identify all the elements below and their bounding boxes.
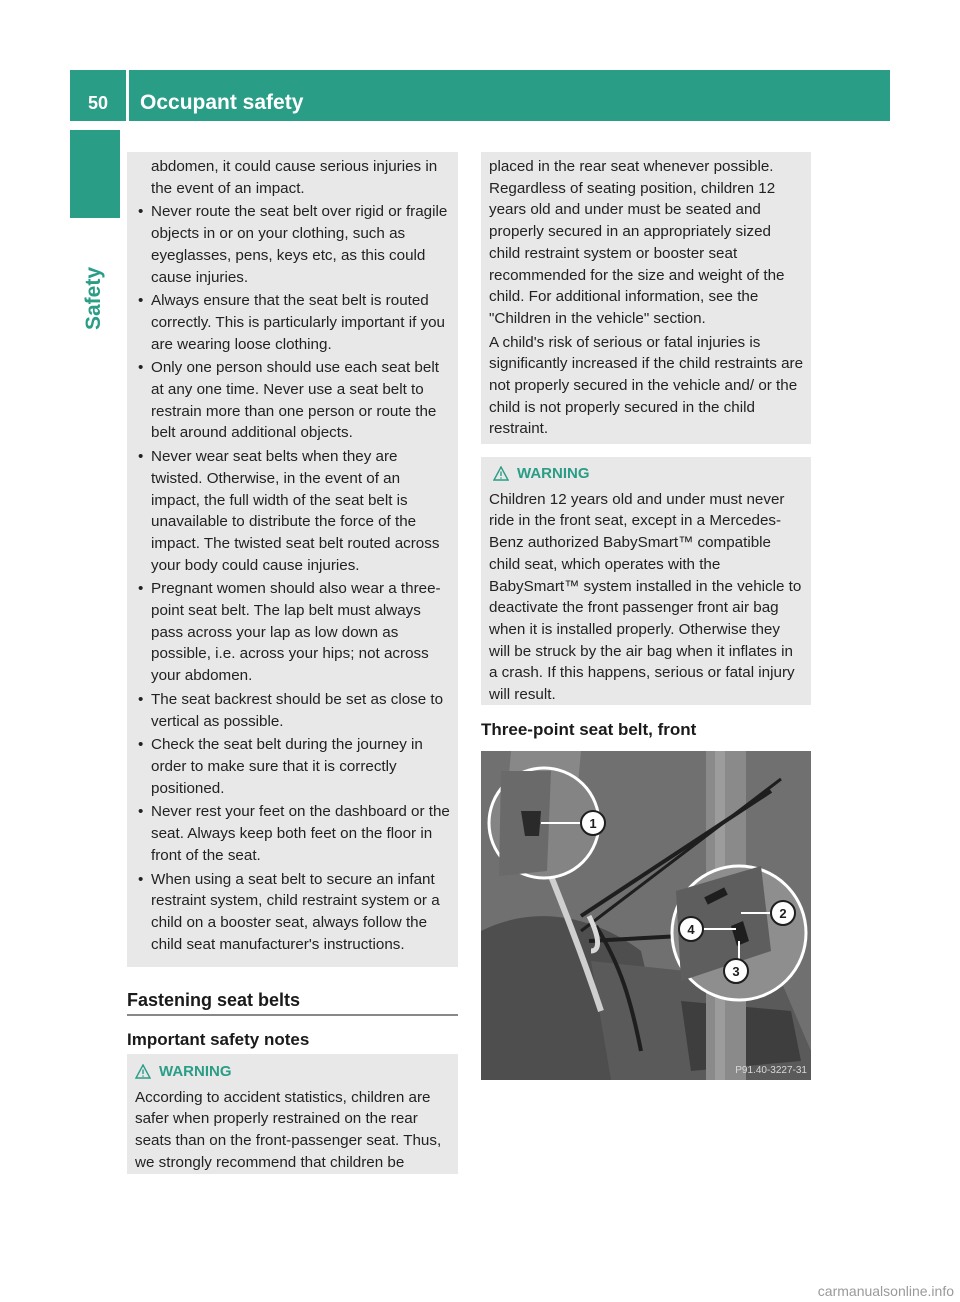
callout-1: 1	[589, 816, 597, 831]
warning-icon	[493, 466, 509, 481]
figure-code: P91.40-3227-31	[735, 1065, 807, 1076]
watermark: carmanualsonline.info	[817, 1283, 954, 1299]
bullet-list	[138, 201, 450, 955]
list-item: • The seat backrest should be set as close to vertical as possible.	[138, 689, 450, 732]
warning-text: According to accident statistics, children are safer when properly restrained on the rear seats than on the front-passenger seat. Thus, we strongly recommend that children be	[135, 1088, 442, 1171]
warning-box-2	[481, 457, 811, 705]
warning-box-1	[127, 1054, 458, 1174]
section-rule	[127, 1014, 458, 1016]
warning-text: Children 12 years old and under must never ride in the front seat, except in a Mercedes-Benz authorized BabySmart™ compatible child seat, which operates with the BabySmart™ system installed in the vehicle to deactivate the front passenger front air bag when it is installed properly. Otherwise they will be struck by the air bag when it inflates in a crash. If this happens, serious or fatal injury will result.	[489, 490, 802, 704]
warning-label: WARNING	[159, 1063, 232, 1080]
list-item: • Always ensure that the seat belt is routed correctly. This is particularly important if you are wearing loose clothing.	[138, 290, 450, 355]
warning-heading	[135, 1061, 450, 1083]
list-item: • Never wear seat belts when they are twisted. Otherwise, in the event of an impact, the full width of the seat belt is unavailable to distribute the force of the impact. The twisted seat belt routed across your body could cause injuries.	[138, 446, 450, 576]
list-item: • Pregnant women should also wear a three-point seat belt. The lap belt must always pass across your lap as low down as possible, i.e. across your hips; not across your abdomen.	[138, 578, 450, 687]
figure-heading: Three-point seat belt, front	[481, 720, 697, 739]
seat-belt-figure	[481, 751, 811, 1080]
right-text-box	[481, 152, 811, 444]
list-item: • Never route the seat belt over rigid or fragile objects in or on your clothing, such as eyeglasses, pens, keys etc, as this could cause injuries.	[138, 201, 450, 288]
header-divider	[126, 70, 129, 121]
list-item: • When using a seat belt to secure an infant restraint system, child restraint system or a child on a booster seat, always follow the child seat manufacturer's instructions.	[138, 869, 450, 956]
side-tab-label: Safety	[82, 266, 105, 330]
left-box-lead: abdomen, it could cause serious injuries in the event of an impact.	[151, 158, 438, 197]
section-title: Fastening seat belts	[127, 990, 301, 1010]
callout-2: 2	[779, 906, 787, 921]
page-number: 50	[88, 93, 109, 113]
subsection-title: Important safety notes	[127, 1030, 310, 1049]
warning-label: WARNING	[517, 465, 590, 482]
right-box-para-2: A child's risk of serious or fatal injuries is significantly increased if the child restraints are not properly secured in the vehicle and/ or the child is not properly secured in the child restraint.	[489, 333, 804, 438]
callout-4: 4	[687, 922, 695, 937]
list-item: • Check the seat belt during the journey in order to make sure that it is correctly positioned.	[138, 734, 450, 799]
list-item: • Only one person should use each seat belt at any one time. Never use a seat belt to restrain more than one person or route the belt around additional objects.	[138, 357, 450, 444]
right-box-para-1: placed in the rear seat whenever possible. Regardless of seating position, children 12 years old and under must be seated and properly secured in an appropriately sized child restraint system or booster seat recommended for the size and weight of the child. For additional information, see the "Children in the vehicle" section.	[489, 158, 785, 327]
warning-icon	[135, 1064, 151, 1079]
left-text-box	[127, 152, 458, 967]
warning-heading	[489, 463, 805, 485]
page-title: Occupant safety	[140, 91, 304, 114]
callout-3: 3	[732, 964, 740, 979]
seat-belt-illustration	[481, 751, 811, 1080]
list-item: • Never rest your feet on the dashboard or the seat. Always keep both feet on the floor in front of the seat.	[138, 801, 450, 866]
side-tab-block	[70, 130, 120, 218]
